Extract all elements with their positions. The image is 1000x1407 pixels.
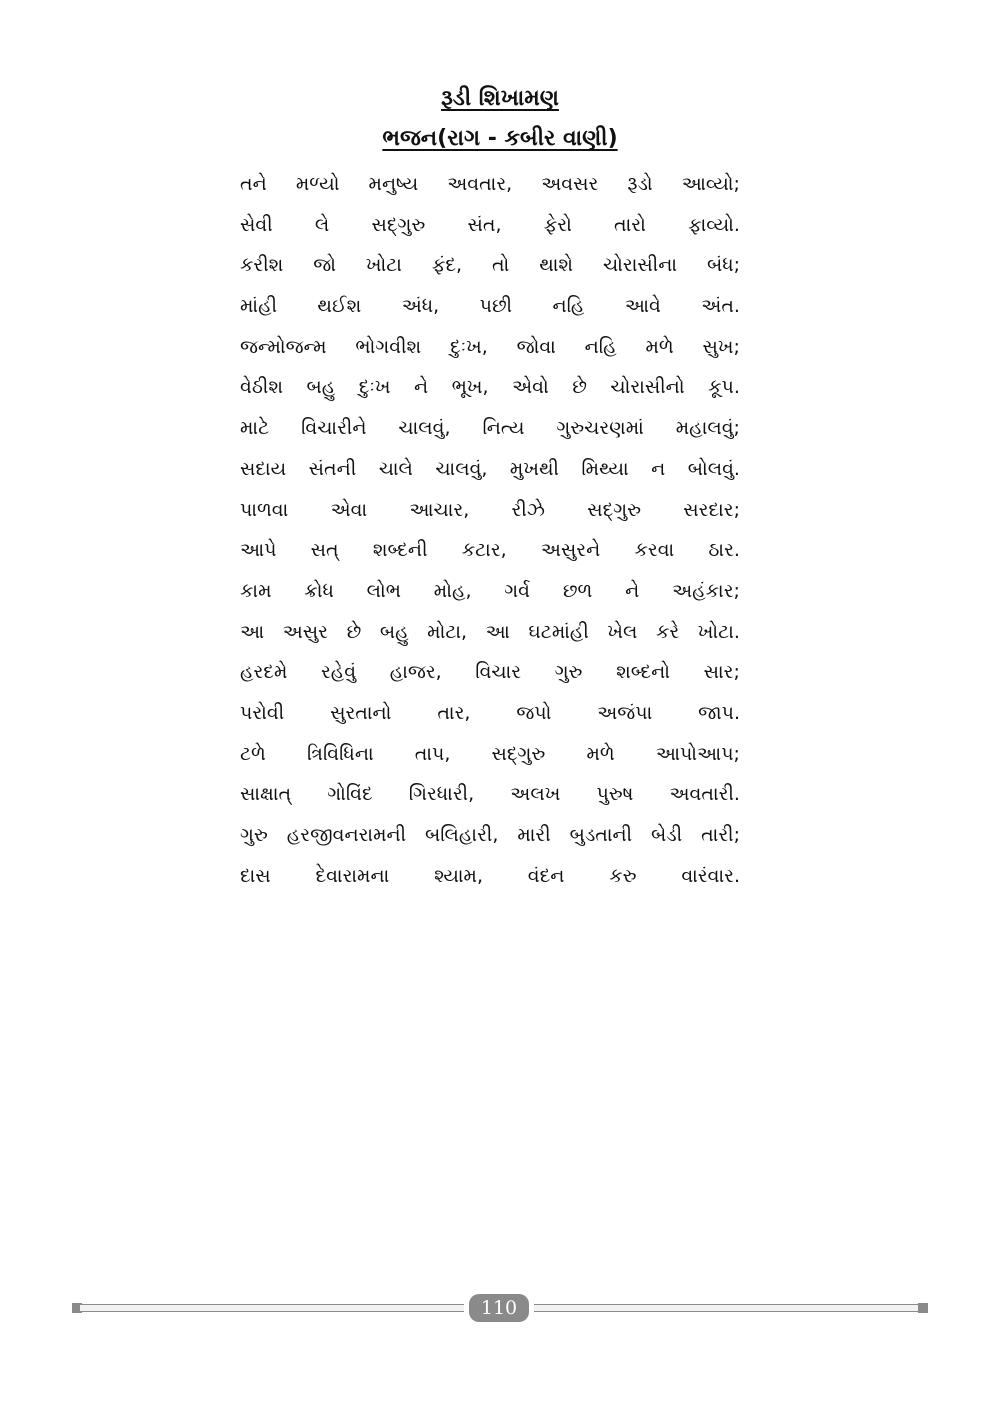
verse-word: પુરુષ — [596, 783, 634, 806]
verse-word: ચાલવું, — [398, 417, 451, 440]
page-subtitle: ભજન(રાગ - કબીર વાણી) — [382, 126, 618, 151]
verse-word: મળે — [645, 335, 674, 358]
verse-word: મારી — [517, 824, 551, 846]
verse-word: તને — [240, 173, 267, 195]
verse-word: કરે — [655, 620, 680, 643]
verse-word: થઈશ — [317, 295, 362, 318]
verse-line — [240, 286, 740, 327]
verse-word: ગર્વ — [504, 579, 531, 602]
verse-word: ટળે — [240, 742, 266, 765]
verse-word: વેઠીશ — [240, 376, 283, 399]
verse-word: ન — [651, 457, 666, 480]
verse-word: સદ્ગુરુ — [491, 742, 546, 765]
verse-line — [240, 164, 740, 205]
verse-word: ઠાર. — [708, 539, 740, 562]
verse-word: પરોવી — [240, 701, 285, 724]
verse-word: ચાલે — [378, 457, 413, 480]
verse-word: ખોટા. — [697, 620, 740, 643]
verse-word: જપો — [516, 701, 552, 724]
verse-word: કરવા — [634, 539, 675, 562]
verse-word: માંહી — [240, 295, 278, 318]
bhajan-verse — [240, 164, 740, 896]
verse-word: આપોઆપ; — [655, 742, 740, 765]
verse-word: ઘટમાંહી — [528, 620, 589, 643]
verse-word: લે — [314, 213, 330, 236]
verse-line — [240, 245, 740, 286]
footer-left-rule — [80, 1304, 464, 1312]
verse-word: બહુ — [306, 376, 336, 399]
verse-word: કૂપ. — [708, 376, 740, 399]
verse-word: આ — [240, 620, 265, 643]
verse-word: તાર, — [437, 701, 471, 724]
verse-word: અસુરને — [540, 539, 601, 562]
verse-word: આ — [485, 620, 510, 643]
verse-line — [240, 652, 740, 693]
verse-word: સેવી — [240, 213, 273, 236]
verse-word: કરુ — [609, 864, 637, 887]
verse-word: જાપ. — [698, 701, 740, 724]
verse-word: ક્રોધ — [304, 579, 334, 602]
verse-word: ભૂખ, — [451, 376, 489, 399]
footer-right-cap — [918, 1303, 928, 1313]
verse-word: અહંકાર; — [672, 579, 740, 602]
verse-word: કરીશ — [240, 254, 284, 277]
verse-word: હાજર, — [389, 661, 442, 684]
verse-word: માટે — [240, 417, 270, 440]
verse-word: દુઃખ — [358, 376, 391, 399]
verse-word: પાળવા — [240, 498, 289, 521]
verse-word: બલિહારી, — [425, 824, 499, 846]
page-number: 110 — [469, 1294, 529, 1322]
verse-word: સાર; — [703, 661, 740, 684]
verse-word: દેવારામના — [315, 864, 390, 887]
verse-word: બહુ — [379, 620, 409, 643]
verse-word: અવતાર, — [447, 173, 513, 195]
verse-line — [240, 571, 740, 612]
verse-line — [240, 693, 740, 734]
verse-word: સરદાર; — [683, 498, 740, 521]
verse-word: ચોરાસીના — [602, 254, 678, 277]
verse-word: છે — [346, 620, 362, 643]
verse-word: મોટા, — [427, 620, 468, 643]
verse-word: બુડતાની — [569, 824, 633, 846]
verse-line — [240, 734, 740, 775]
verse-word: મહાલવું; — [675, 417, 740, 440]
verse-word: ફંદ, — [431, 254, 463, 277]
verse-word: મળ્યો — [295, 173, 340, 195]
verse-word: એવો — [512, 376, 549, 399]
verse-word: મનુષ્ય — [368, 173, 419, 195]
verse-word: બોલવું. — [687, 457, 740, 480]
verse-line — [240, 774, 740, 815]
verse-word: આવ્યો; — [681, 173, 740, 195]
verse-word: સુરતાનો — [330, 701, 392, 724]
verse-word: ગિરધારી, — [408, 783, 475, 806]
verse-line — [240, 205, 740, 246]
verse-word: તો — [491, 254, 510, 277]
verse-word: દાસ — [240, 864, 271, 887]
verse-word: રીઝે — [511, 498, 545, 521]
verse-word: વારંવાર. — [681, 864, 740, 887]
verse-word: લોભ — [366, 579, 401, 602]
verse-word: શ્યામ, — [434, 864, 483, 887]
verse-line — [240, 490, 740, 531]
verse-word: તાપ, — [414, 742, 451, 765]
verse-line — [240, 367, 740, 408]
verse-line — [240, 856, 740, 897]
verse-word: વંદન — [527, 864, 565, 887]
verse-word: અવતારી. — [669, 783, 740, 806]
verse-line — [240, 612, 740, 653]
verse-word: આવે — [624, 295, 661, 318]
verse-word: ખોટા — [365, 254, 402, 277]
verse-word: અંત. — [701, 295, 740, 318]
verse-word: સંત, — [467, 213, 502, 236]
footer-right-rule — [534, 1304, 920, 1312]
verse-word: હરજીવનરામની — [286, 824, 407, 846]
verse-word: તારો — [614, 213, 646, 236]
verse-word: અલખ — [510, 783, 561, 806]
verse-word: શબ્દનો — [616, 661, 671, 684]
verse-word: સાક્ષાત્ — [240, 783, 292, 806]
verse-word: ફેરો — [543, 213, 572, 236]
verse-word: તારી; — [701, 824, 740, 846]
verse-word: ચોરાસીનો — [610, 376, 685, 399]
verse-word: ગોવિંદ — [327, 783, 373, 806]
verse-word: સદાય — [240, 457, 287, 480]
verse-line — [240, 530, 740, 571]
verse-word: ને — [625, 579, 640, 602]
verse-word: ભોગવીશ — [355, 335, 422, 358]
verse-word: ને — [414, 376, 429, 399]
verse-word: મુખથી — [509, 457, 559, 480]
verse-line — [240, 327, 740, 368]
verse-word: સુખ; — [702, 335, 740, 358]
verse-word: સંતની — [308, 457, 357, 480]
verse-word: રૂડો — [627, 173, 653, 195]
verse-word: અજંપા — [597, 701, 653, 724]
verse-word: ચાલવું, — [435, 457, 488, 480]
verse-word: અંધ, — [401, 295, 440, 318]
verse-line — [240, 815, 740, 856]
verse-word: સદ્ગુરુ — [371, 213, 426, 236]
verse-word: છળ — [562, 579, 593, 602]
verse-word: શબ્દની — [372, 539, 428, 562]
verse-word: આપે — [240, 539, 277, 562]
verse-word: નહિ — [552, 295, 585, 318]
verse-word: નિત્ય — [482, 417, 525, 440]
verse-word: સદ્ગુરુ — [587, 498, 642, 521]
verse-word: કામ — [240, 579, 272, 602]
verse-word: મળે — [586, 742, 615, 765]
verse-word: પછી — [479, 295, 513, 318]
verse-word: મોહ, — [433, 579, 472, 602]
verse-word: જોવા — [516, 335, 556, 358]
verse-word: અવસર — [541, 173, 599, 195]
verse-word: કટાર, — [461, 539, 507, 562]
verse-word: નહિ — [584, 335, 617, 358]
verse-word: દુઃખ, — [450, 335, 488, 358]
verse-word: અસુર — [282, 620, 328, 643]
verse-word: આચાર, — [409, 498, 470, 521]
verse-word: ગુરુ — [240, 824, 268, 846]
verse-word: હરદમે — [240, 661, 288, 684]
page-footer — [72, 1294, 928, 1322]
verse-word: થાશે — [539, 254, 574, 277]
verse-word: વિચારીને — [301, 417, 367, 440]
verse-word: જો — [313, 254, 336, 277]
verse-word: ત્રિવિધિના — [307, 742, 374, 765]
verse-line — [240, 449, 740, 490]
verse-word: સત્ — [310, 539, 339, 562]
verse-word: ગુરુ — [554, 661, 583, 684]
verse-word: મિથ્યા — [581, 457, 629, 480]
verse-word: ફાવ્યો. — [688, 213, 740, 236]
verse-word: છે — [572, 376, 587, 399]
verse-word: વિચાર — [475, 661, 522, 684]
verse-word: ગુરુચરણમાં — [556, 417, 644, 440]
verse-word: એવા — [330, 498, 368, 521]
verse-line — [240, 408, 740, 449]
verse-word: બંધ; — [706, 254, 740, 277]
page-title: રૂડી શિખામણ — [441, 86, 559, 111]
verse-word: બેડી — [651, 824, 683, 846]
verse-word: જન્મોજન્મ — [240, 335, 327, 358]
verse-word: રહેવું — [320, 661, 357, 684]
verse-word: ખેલ — [607, 620, 638, 643]
